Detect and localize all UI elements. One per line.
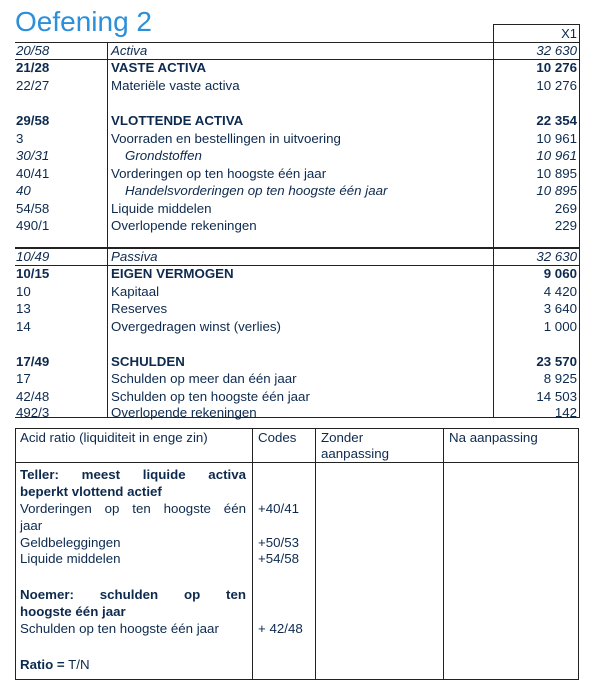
account-amount: 269 — [554, 201, 577, 216]
account-code: 22/27 — [16, 78, 50, 93]
account-amount: 142 — [554, 405, 577, 420]
acid-header-na: Na aanpassing — [449, 430, 538, 445]
ratio-expression: T/N — [64, 657, 90, 672]
account-amount: 22 354 — [536, 113, 577, 128]
balance-row — [15, 182, 578, 200]
account-code: 40 — [16, 183, 31, 198]
balance-row — [15, 353, 578, 371]
account-code: 10/49 — [16, 249, 50, 264]
account-label: Activa — [111, 43, 148, 58]
account-amount: 32 630 — [536, 249, 577, 264]
account-label: Schulden op meer dan één jaar — [111, 371, 297, 386]
balance-row — [15, 283, 578, 301]
x1-column-right-edge — [579, 24, 580, 418]
account-amount: 10 276 — [536, 60, 577, 75]
account-amount: 23 570 — [536, 354, 577, 369]
account-code: 17 — [16, 371, 31, 386]
schulden-label: Schulden op ten hoogste één jaar — [20, 621, 219, 636]
account-code: 10 — [16, 284, 31, 299]
balance-row — [15, 130, 578, 148]
account-code: 17/49 — [16, 354, 50, 369]
x1-header-top-border — [493, 24, 579, 25]
zonder-column-divider — [315, 428, 316, 680]
account-code: 42/48 — [16, 389, 50, 404]
balance-row — [15, 265, 578, 283]
balance-row — [15, 370, 578, 388]
account-amount: 10 961 — [536, 131, 577, 146]
account-code: 10/15 — [16, 266, 50, 281]
account-label: Overgedragen winst (verlies) — [111, 319, 281, 334]
balance-row — [15, 217, 578, 235]
account-label: Grondstoffen — [125, 148, 202, 163]
account-code: 21/28 — [16, 60, 50, 75]
balance-row — [15, 42, 578, 60]
account-code: 20/58 — [16, 43, 50, 58]
acid-header-zonder-line2: aanpassing — [321, 446, 390, 461]
account-amount: 10 895 — [536, 183, 577, 198]
geldbeleggingen-code: +50/53 — [258, 535, 300, 550]
account-amount: 4 420 — [543, 284, 577, 299]
acid-left-border — [15, 428, 16, 680]
balance-row — [15, 200, 578, 218]
year-column-header: X1 — [561, 26, 577, 41]
liquide-middelen-code: +54/58 — [258, 551, 300, 566]
codes-column-divider — [252, 428, 253, 680]
balance-row — [15, 112, 578, 130]
acid-header-rule — [15, 462, 578, 463]
account-code: 13 — [16, 301, 31, 316]
vorderingen-label-line2: jaar — [20, 518, 43, 533]
account-code: 14 — [16, 319, 31, 334]
account-label: Overlopende rekeningen — [111, 405, 257, 420]
balance-row — [15, 147, 578, 165]
account-amount: 32 630 — [536, 43, 577, 58]
acid-right-border — [578, 428, 579, 680]
balance-row — [15, 77, 578, 95]
account-amount: 10 961 — [536, 148, 577, 163]
ratio-formula — [20, 656, 90, 674]
account-label: SCHULDEN — [111, 354, 185, 369]
balance-row — [15, 300, 578, 318]
account-code: 30/31 — [16, 148, 50, 163]
account-label: VASTE ACTIVA — [111, 60, 207, 75]
balance-row — [15, 248, 578, 266]
acid-table-bottom-border — [15, 679, 578, 680]
teller-heading-line1: Teller: meest liquide activa — [20, 467, 246, 482]
account-code: 40/41 — [16, 166, 50, 181]
account-code: 490/1 — [16, 218, 50, 233]
noemer-heading-line2: hoogste één jaar — [20, 604, 126, 619]
account-code: 29/58 — [16, 113, 50, 128]
vorderingen-label-line1: Vorderingen op ten hoogste één — [20, 501, 246, 516]
geldbeleggingen-label: Geldbeleggingen — [20, 535, 121, 550]
account-amount: 14 503 — [536, 389, 577, 404]
account-amount: 1 000 — [543, 319, 577, 334]
account-label: Reserves — [111, 301, 168, 316]
balance-row — [15, 165, 578, 183]
account-label: Materiële vaste activa — [111, 78, 240, 93]
balance-row — [15, 318, 578, 336]
balance-row — [15, 59, 578, 77]
account-label: Kapitaal — [111, 284, 160, 299]
page-title: Oefening 2 — [15, 6, 152, 37]
vorderingen-code: +40/41 — [258, 501, 300, 516]
account-label: Schulden op ten hoogste één jaar — [111, 389, 310, 404]
account-label: VLOTTENDE ACTIVA — [111, 113, 244, 128]
account-amount: 10 276 — [536, 78, 577, 93]
account-amount: 3 640 — [543, 301, 577, 316]
account-amount: 229 — [554, 218, 577, 233]
account-label: Liquide middelen — [111, 201, 212, 216]
account-label: Overlopende rekeningen — [111, 218, 257, 233]
schulden-code: + 42/48 — [258, 621, 303, 636]
account-amount: 9 060 — [543, 266, 577, 281]
balance-sheet-table — [15, 24, 580, 418]
balance-row — [15, 404, 578, 422]
account-code: 492/3 — [16, 405, 50, 420]
acid-header-label: Acid ratio (liquiditeit in enge zin) — [20, 430, 208, 445]
teller-heading-line2: beperkt vlottend actief — [20, 484, 162, 499]
acid-ratio-table — [15, 428, 579, 680]
noemer-heading-line1: Noemer: schulden op ten — [20, 587, 246, 602]
account-label: Passiva — [111, 249, 158, 264]
acid-header-zonder-line1: Zonder — [321, 430, 364, 445]
account-label: EIGEN VERMOGEN — [111, 266, 234, 281]
liquide-middelen-label: Liquide middelen — [20, 551, 121, 566]
account-label: Voorraden en bestellingen in uitvoering — [111, 131, 341, 146]
account-amount: 8 925 — [543, 371, 577, 386]
account-code: 54/58 — [16, 201, 50, 216]
acid-header-codes: Codes — [258, 430, 297, 445]
account-label: Vorderingen op ten hoogste één jaar — [111, 166, 327, 181]
ratio-label: Ratio = — [20, 657, 65, 672]
na-column-divider — [443, 428, 444, 680]
account-label: Handelsvorderingen op ten hoogste één jaar — [125, 183, 388, 198]
account-code: 3 — [16, 131, 24, 146]
account-amount: 10 895 — [536, 166, 577, 181]
